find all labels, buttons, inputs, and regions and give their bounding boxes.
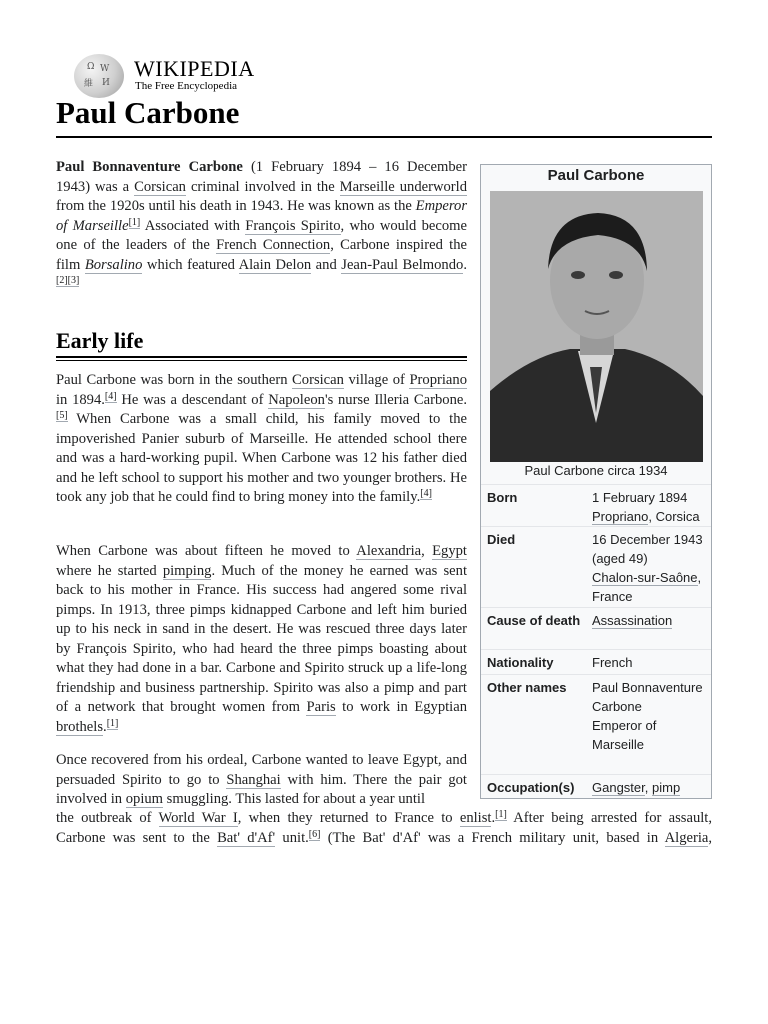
early-life-paragraph-3 [56,751,467,810]
text: Once recovered from his ordeal, Carbone wanted to leave Egypt, and persuaded Spirito to go to [56,752,467,788]
wikipedia-tagline: The Free Encyclopedia [135,80,238,92]
link-alain-delon[interactable]: Alain Delon [238,256,312,273]
infobox-label: Other names [487,680,567,695]
text: He was a descendant of [116,391,269,408]
text: , when they returned to France to [237,810,460,826]
infobox [480,164,712,799]
ref-link[interactable]: [2] [56,275,68,286]
infobox-value [592,778,710,797]
link-egypt[interactable]: Egypt [432,543,467,559]
text: , [421,543,433,559]
photo-caption: Paul Carbone circa 1934 [524,463,668,478]
text: . Much of the money he earned was sent back to his mother in France. His success had angered some rival pimps. In 1913, three pimps kidnapped Carbone and left him buried up to his neck in sand in the desert. He was rescued three days later by François Spirito, who had heard the three pimps boasting about what they had done in a bar. Carbone and Spirito struck up a life-long friendship and business partnership. Spirito was also a pimp and part of a network that brought women from [56,562,468,715]
wikipedia-wordmark: WIKIPEDIA [134,56,255,81]
ref-link[interactable]: [1] [128,216,141,228]
text: village of [343,372,410,388]
ref-link[interactable]: [4] [420,488,432,499]
link-francois-spirito[interactable]: François Spirito [245,217,341,234]
portrait-photo[interactable] [490,191,703,462]
infobox-row-cause-of-death [481,607,711,649]
portrait-eye [609,271,623,279]
link-alexandria[interactable]: Alexandria [356,543,422,559]
text: Carbone was sent to the [56,830,218,846]
page-title: Paul Carbone [56,95,240,130]
link-borsalino[interactable] [85,257,143,274]
ref-link[interactable]: [6] [308,829,321,840]
text: After being arrested for assault, [506,810,713,826]
link-jean-paul-belmondo[interactable]: Jean-Paul Belmondo [341,256,464,273]
infobox-value [592,611,710,630]
ref-4[interactable] [420,488,432,500]
text: and [311,256,342,273]
infobox-row-died [481,526,711,607]
infobox-row-born [481,484,711,526]
infobox-value [592,488,710,526]
early-life-paragraph-2 [56,542,467,737]
globe-glyph: W [100,64,110,74]
ref-3[interactable] [68,275,80,287]
ref-link[interactable]: [5] [56,410,68,421]
infobox-value [592,530,710,606]
emperor-of-marseille: Emperor of Marseille [56,198,467,234]
text: criminal involved in the [185,178,340,195]
ref-6[interactable] [309,829,321,841]
ref-5[interactable] [56,410,68,422]
ref-1[interactable] [129,217,141,229]
other-name: Emperor of Marseille [592,718,657,752]
text: , Carbone inspired the film [56,237,467,273]
title-divider [56,136,712,138]
infobox-label: Born [487,490,518,505]
infobox-value [592,678,710,754]
text: Associated with [140,217,246,234]
other-name: Paul Bonnaventure Carbone [592,680,703,714]
infobox-label: Cause of death [487,613,581,628]
infobox-value: French [592,655,633,670]
text: (1 February 1894 – 16 December 1943) was a [56,159,468,195]
section-divider [56,356,467,358]
separator: , [644,780,652,795]
wikipedia-globe-icon [74,54,124,98]
ref-link[interactable]: [4] [104,390,117,402]
text: in 1894. [56,391,105,408]
link-chalon-sur-saone[interactable]: Chalon-sur-Saône [592,570,698,585]
text: . [491,810,496,826]
link-paris[interactable]: Paris [306,699,336,715]
infobox-row-occupation [481,774,711,798]
ref-link[interactable]: [1] [106,717,119,729]
early-life-paragraph-3-line [56,829,712,849]
link-enlist[interactable]: enlist [459,810,492,826]
text: Paul Carbone was born in the southern [56,372,293,388]
text: with him. There the pair got involved in [56,771,467,807]
globe-glyph: 維 [84,79,94,89]
wikipedia-logo[interactable] [74,52,254,100]
section-divider [56,360,467,361]
link-french-connection[interactable]: French Connection [216,237,331,253]
link-marseille-underworld[interactable]: Marseille underworld [339,178,467,195]
borsalino-title: Borsalino [84,256,143,273]
ref-link[interactable]: [3] [67,275,80,286]
text: the outbreak of [56,810,159,826]
text: from the 1920s until his death in 1943. He was known as the [56,198,416,214]
text: (The Bat' d'Af' was a French military unit, based in [320,830,665,846]
link-opium[interactable]: opium [125,791,164,807]
infobox-title: Paul Carbone [547,167,645,184]
globe-glyph: И [102,78,110,88]
link-assassination[interactable]: Assassination [592,613,673,628]
subject-name: Paul Bonnaventure Carbone [56,159,243,175]
ref-4[interactable] [105,391,117,403]
born-place-rest: , Corsica [648,509,700,524]
link-propriano[interactable]: Propriano [592,509,649,524]
link-shanghai[interactable]: Shanghai [226,771,281,788]
text: 's nurse Illeria Carbone. [324,391,467,408]
text: . [103,718,107,735]
ref-1[interactable] [495,809,507,821]
link-algeria[interactable]: Algeria [664,830,709,846]
infobox-label: Nationality [487,655,554,670]
text: . [463,256,467,273]
link-gangster[interactable]: Gangster [592,780,645,795]
infobox-row-other-names [481,674,711,774]
ref-2[interactable] [56,275,68,287]
link-brothels[interactable]: brothels [56,718,104,735]
section-heading-early-life: Early life [56,328,144,353]
ref-1[interactable] [107,718,119,730]
text: where he started [56,562,163,579]
link-bat-d-af[interactable]: Bat' d'Af' [217,830,276,846]
link-corsican[interactable]: Corsican [292,372,344,388]
infobox-label: Occupation(s) [487,780,575,795]
infobox-label: Died [487,532,516,547]
ref-link[interactable]: [1] [495,809,507,820]
died-place-rest: , France [592,570,702,604]
link-pimp[interactable]: pimp [652,780,681,795]
text: When Carbone was a small child, his family moved to the impoverished Panier suburb of Marseille. He attended school there and was a hard-working pupil. When Carbone was 12 his father died and he left school to support his mother and two younger brothers. He took any job that he could find to bring money into the family. [56,411,467,505]
portrait-eye [571,271,585,279]
link-world-war-i[interactable]: World War I [158,810,238,826]
text: which featured [142,256,239,273]
early-life-paragraph-3-line [56,809,712,829]
text: smuggling. This lasted for about a year until [163,791,425,807]
text: , who would become one of the leaders of the [56,217,467,253]
early-life-paragraph-1 [56,371,467,508]
text: to work in Egyptian [335,699,468,715]
text: , [708,830,713,846]
globe-glyph: Ω [87,62,95,72]
born-date: 1 February 1894 [592,490,688,505]
link-corsican[interactable]: Corsican [134,178,186,195]
text: When Carbone was about fifteen he moved to [56,543,357,559]
link-napoleon[interactable]: Napoleon [268,391,325,408]
link-propriano[interactable]: Propriano [409,372,467,388]
died-date: 16 December 1943 (aged 49) [592,532,703,566]
portrait-image [490,191,703,462]
infobox-row-nationality [481,649,711,674]
intro-paragraph [56,158,467,295]
text: unit. [275,830,309,846]
link-pimping[interactable]: pimping [162,562,212,579]
